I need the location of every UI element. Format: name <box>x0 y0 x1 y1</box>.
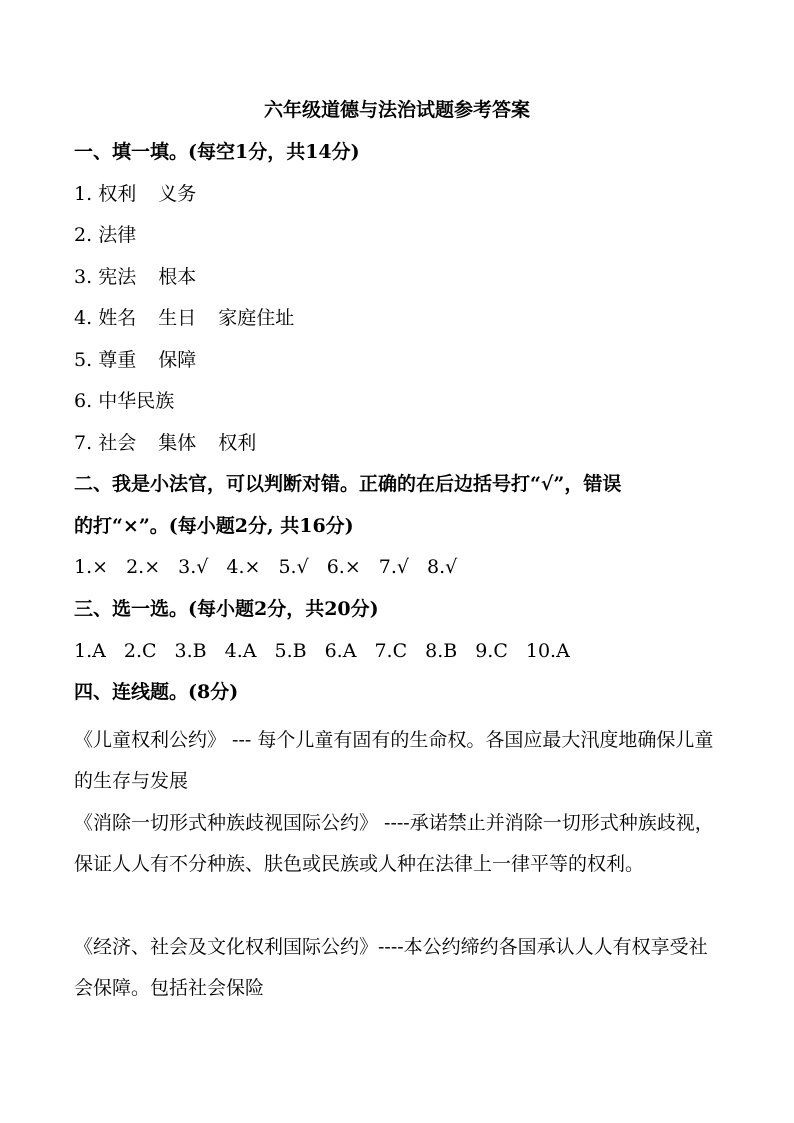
item-number: 7. <box>74 432 93 454</box>
answer: 4.A <box>224 640 257 662</box>
matching-answer-2: 《消除一切形式种族歧视国际公约》 ----承诺禁止并消除一切形式种族歧视，保证人人有不分种族、肤色或民族或人种在法律上一律平等的权利。 <box>74 812 714 875</box>
answer: 3.B <box>174 640 207 662</box>
section4-heading: 四、连线题。(8分) <box>74 681 239 703</box>
item-number: 1. <box>74 183 93 205</box>
answer: 社会 <box>98 432 137 454</box>
answer: 1.A <box>74 640 106 662</box>
answer: 生日 <box>158 307 197 329</box>
answer: 根本 <box>158 266 197 288</box>
fill-answer-6 <box>74 387 174 415</box>
answer: 法律 <box>98 224 137 246</box>
answer: 中华民族 <box>98 390 175 412</box>
answer: 6.× <box>326 556 361 578</box>
answer: 10.A <box>525 640 570 662</box>
matching-answer-1: 《儿童权利公约》 --- 每个儿童有固有的生命权。各国应最大汛度地确保儿童的生存与发展 <box>74 729 714 792</box>
answer: 2.C <box>123 640 157 662</box>
answer: 尊重 <box>98 349 137 371</box>
section3-heading: 三、选一选。(每小题2分，共20分) <box>74 598 379 620</box>
section2-heading-line2: 的打“×”。(每小题2分, 共16分) <box>74 515 354 537</box>
answer: 8.√ <box>427 556 458 578</box>
answer: 7.C <box>374 640 408 662</box>
answer: 8.B <box>425 640 458 662</box>
answer: 1.× <box>74 556 109 578</box>
judge-answers <box>74 553 457 581</box>
fill-answer-1 <box>74 180 196 208</box>
answer: 集体 <box>158 432 197 454</box>
item-number: 3. <box>74 266 93 288</box>
answer: 姓名 <box>98 307 137 329</box>
answer: 保障 <box>158 349 197 371</box>
answer: 义务 <box>158 183 197 205</box>
item-number: 5. <box>74 349 93 371</box>
choice-answers <box>74 637 570 665</box>
answer: 6.A <box>324 640 357 662</box>
section2-heading-line1: 二、我是小法官，可以判断对错。正确的在后边括号打“√”，错误 <box>74 473 622 495</box>
fill-answer-2 <box>74 221 136 249</box>
answer: 7.√ <box>378 556 409 578</box>
item-number: 4. <box>74 307 93 329</box>
page-title: 六年级道德与法治试题参考答案 <box>263 99 530 121</box>
answer: 2.× <box>126 556 161 578</box>
answer: 权利 <box>98 183 137 205</box>
item-number: 2. <box>74 224 93 246</box>
fill-answer-4 <box>74 304 294 332</box>
answer: 宪法 <box>98 266 137 288</box>
fill-answer-3 <box>74 263 196 291</box>
answer: 9.C <box>475 640 508 662</box>
answer: 3.√ <box>178 556 209 578</box>
answer: 权利 <box>218 432 257 454</box>
fill-answer-7 <box>74 429 256 457</box>
answer: 5.B <box>274 640 307 662</box>
matching-answer-3: 《经济、社会及文化权利国际公约》----本公约缔约各国承认人人有权享受社会保障。包括社会保险 <box>74 936 708 999</box>
item-number: 6. <box>74 390 93 412</box>
answer: 5.√ <box>278 556 309 578</box>
fill-answer-5 <box>74 346 196 374</box>
section1-heading: 一、填一填。(每空1分，共14分) <box>74 141 360 163</box>
answer: 家庭住址 <box>218 307 295 329</box>
answer: 4.× <box>226 556 261 578</box>
